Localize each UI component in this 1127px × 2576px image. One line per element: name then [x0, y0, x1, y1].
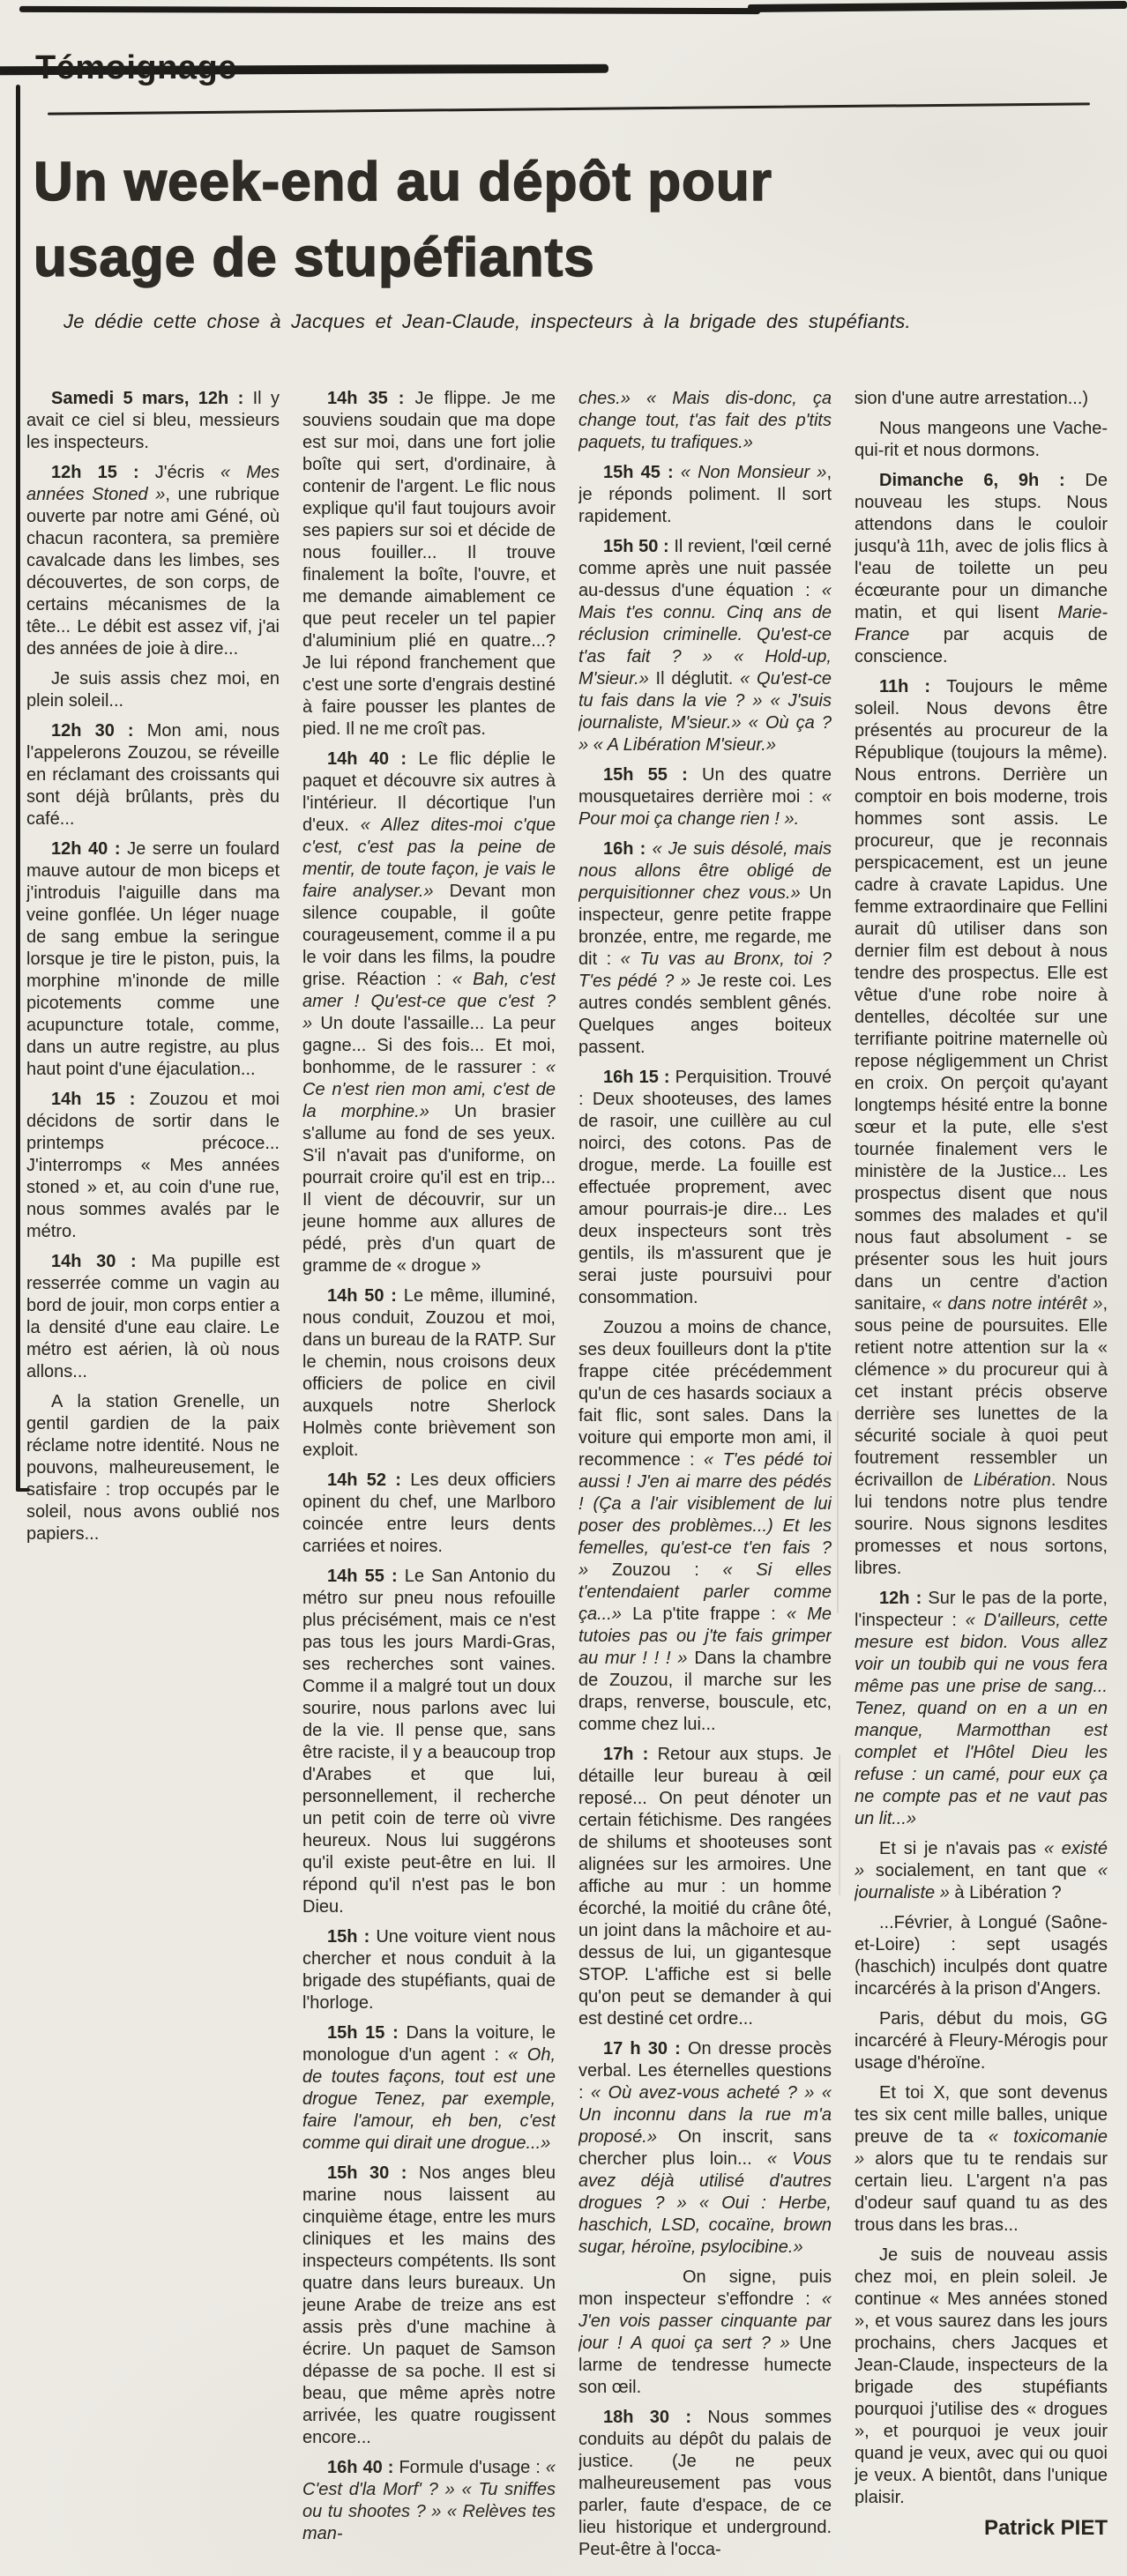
body-text: Nous mangeons une Vache-qui-rit et nous dormons. [855, 419, 1108, 460]
article-paragraph [578, 462, 832, 528]
timestamp-label: 15h 30 : [327, 2163, 407, 2183]
article-paragraph [302, 748, 556, 1277]
body-text: On inscrit, sans chercher plus loin... [578, 2127, 832, 2169]
article-paragraph [302, 388, 556, 741]
body-text: . Nous lui tendons notre plus tendre sourire. Nous signons lesdites promesses et nous sortons, libres. [855, 1470, 1108, 1578]
left-border-rule [16, 85, 20, 1492]
quote-text: ches.» « Mais dis-donc, ça change tout, t'as fait des p'tits paquets, tu trafiques.» [578, 389, 832, 452]
timestamp-label: Samedi 5 mars, 12h : [51, 389, 244, 408]
body-text: Formule d'usage : [393, 2458, 546, 2477]
timestamp-label: 12h 15 : [51, 463, 139, 482]
body-text: Je suis assis chez moi, en plein soleil... [26, 669, 280, 711]
article-paragraph [26, 462, 280, 660]
quote-text: « Allez dites-moi c'que c'est, c'est pas la peine de mentir, de toute façon, je vais le faire analyser.» [302, 815, 556, 901]
timestamp-label: 11h : [879, 677, 931, 696]
article-paragraph [578, 2407, 832, 2558]
quote-text: « Je suis désolé, mais nous allons être obligé de perquisitionner chez vous.» [578, 839, 832, 903]
article-column-2 [302, 388, 556, 2558]
quote-text: « Bah, c'est amer ! Qu'est-ce que c'est ? » [302, 970, 556, 1033]
article-paragraph [578, 1317, 832, 1736]
timestamp-label: 15h 50 : [603, 537, 669, 556]
article-paragraph [302, 1470, 556, 1558]
section-kicker: Témoignage [35, 49, 237, 86]
timestamp-label: 14h 15 : [51, 1090, 136, 1109]
body-text: A la station Grenelle, un gentil gardien de la paix réclame notre identité. Nous ne pouvons, malheureusement, le satisfaire : trop occupés par le soleil, nous avons oublié nos papiers... [26, 1392, 280, 1544]
body-text: Devant mon silence coupable, il goûte courageusement, comme il a pu le voir dans les films, la poudre grise. Réaction : [302, 882, 556, 989]
body-text: Perquisition. Trouvé : Deux shooteuses, des lames de rasoir, une cuillère au cul noirci, des cotons. Pas de drogue, merde. La fouille est effectuée proprement, avec amour pourrais-je dire... Les deux inspecteurs sont très gentils, ils m'assurent que je serai juste poursuivi pour consommation. [578, 1068, 832, 1307]
body-text: Il y avait ce ciel si bleu, messieurs les inspecteurs. [26, 389, 280, 452]
article-paragraph [578, 536, 832, 756]
article-paragraph [578, 1744, 832, 2030]
body-text: Le flic déplie le paquet et découvre six autres à l'intérieur. Il décortique l'un d'eux. [302, 749, 556, 835]
article-paragraph [855, 2082, 1108, 2237]
body-text: Il déglutit. [648, 669, 741, 689]
quote-text: « J'en vois passer cinquante par jour ! A quoi ça sert ? » [578, 2289, 832, 2353]
body-text: Le San Antonio du métro sur pneu nous refouille plus précisément, mais ce n'est pas tous les jours Mardi-Gras, ses recherches sont vaines. Comme il a malgré tout un doux sourire, nous parlons avec lui de la vie. Il pense que, sans être raciste, il y a beaucoup trop d'Arabes et que lui, personnellement, il recherche un petit coin de terre où vivre heureux. Nous lui suggérons qu'il existe peut-être en lui. Il répond qu'il n'est pas le bon Dieu. [302, 1567, 556, 1917]
article-paragraph [578, 2267, 832, 2399]
body-text: Le même, illuminé, nous conduit, Zouzou et moi, dans un bureau de la RATP. Sur le chemin, nous croisons deux officiers de police en civil auxquels notre Sherlock Holmès conte brièvement son exploit. [302, 1286, 556, 1460]
body-text: Un doute l'assaille... La peur gagne... Si des fois... Et moi, bonhomme, de le rassurer : [302, 1014, 556, 1077]
article-body [26, 388, 1108, 2558]
dedication-line: Je dédie cette chose à Jacques et Jean-Claude, inspecteurs à la brigade des stupéfiants. [63, 310, 911, 332]
body-text: sion d'une autre arrestation...) [855, 389, 1089, 408]
timestamp-label: 15h 55 : [603, 765, 688, 785]
body-text: Les deux officiers opinent du chef, une Marlboro coincée entre leurs dents carriées et noires. [302, 1470, 556, 1556]
article-paragraph [302, 2457, 556, 2545]
quote-text: Marie-France [855, 603, 1108, 644]
article-paragraph [855, 1912, 1108, 2000]
body-text: Nous sommes conduits au dépôt du palais de justice. (Je ne peux malheureusement pas vous parler, faute d'espace, de ce lieu historique et underground. Peut-être à l'occa- [578, 2408, 832, 2558]
quote-text: « Oh, de toutes façons, tout est une drogue Tenez, par exemple, faire l'amour, eh ben, c'est comme qui dirait une drogue...» [302, 2045, 556, 2153]
quote-text: « Non Monsieur » [680, 463, 827, 482]
body-text: ...Février, à Longué (Saône-et-Loire) : sept usagés (haschich) inculpés dont quatre incarcérés à la prison d'Angers. [855, 1913, 1108, 1999]
article-paragraph [26, 838, 280, 1081]
article-paragraph [26, 668, 280, 712]
scan-artifact [837, 1411, 839, 1613]
article-column-4 [855, 388, 1108, 2558]
quote-text: « Tu vas au Bronx, toi ? T'es pédé ? » [578, 949, 832, 991]
timestamp-label: 14h 35 : [327, 389, 405, 408]
timestamp-label: 17h : [603, 1745, 649, 1764]
body-text: Mon ami, nous l'appelerons Zouzou, se réveille en réclamant des croissants qui sont déjà brûlants, près du café... [26, 721, 280, 829]
article-paragraph [578, 1067, 832, 1309]
timestamp-label: Dimanche 6, 9h : [879, 471, 1065, 490]
body-text: Il revient, l'œil cerné comme après une nuit passée au-dessus d'une équation : [578, 537, 832, 600]
article-paragraph [26, 1089, 280, 1243]
body-text: Un des quatre mousquetaires derrière moi : [578, 765, 832, 807]
article-paragraph [302, 1926, 556, 2014]
body-text: , une rubrique ouverte par notre ami Géné, où chacun racontera, sa première cavalcade dans les limbes, ses découvertes, de son corps, de certains mécanismes de la tête... Le débit est assez vif, j'ai des années de joie à dire... [26, 485, 280, 659]
body-text: Dans la chambre de Zouzou, il marche sur les draps, renverse, bouscule, etc, comme chez lui... [578, 1649, 832, 1734]
quote-text: « Qu'est-ce tu fais dans la vie ? » « J'suis journaliste, M'sieur.» « Où ça ? » « A Libération M'sieur.» [578, 669, 832, 755]
body-text: par acquis de conscience. [855, 625, 1108, 666]
body-text: Je reste coi. Les autres condés semblent gênés. Quelques anges boiteux passent. [578, 972, 832, 1057]
headline-line-1: Un week-end au dépôt pour [34, 152, 772, 212]
body-text: Toujours le même soleil. Nous devons être présentés au procureur de la République (toujours la même). Nous entrons. Derrière un comptoir en bois moderne, trois hommes sont assis. Le procureur, que je reconnais perspicacement, est un jeune cadre à cravate Lapidus. Une femme extraordinaire que Fellini aurait dû utiliser dans son dernier film est debout à nous tendre des prospectus. Elle est vêtue d'une robe noire à dentelles, décoltée sur une terrifiante poitrine maternelle où repose négligemment un Christ en croix. On perçoit qu'ayant longtemps hésité entre la bonne sœur et la pute, elle s'est tournée finalement vers le ministère de la Justice... Les prospectus disent que nous sommes des malades et qu'il nous faut absolument - se présenter sous les huit jours dans un centre d'action sanitaire, [855, 677, 1108, 1314]
quote-text: « Si elles t'entendaient parler comme ça...» [578, 1560, 832, 1624]
body-text: Je serre un foulard mauve autour de mon biceps et j'introduis l'aiguille dans ma veine gonflée. Un léger nuage de sang embue la seringue lorsque je tire le piston, puis, la morphine m'inonde de mille picotements comme une acupuncture totale, comme, dans un autre registre, au plus haut point d'une éjaculation... [26, 839, 280, 1079]
body-text: J'écris [138, 463, 220, 482]
quote-text: « Mes années Stoned » [26, 463, 280, 504]
quote-text: « Pour moi ça change rien ! ». [578, 787, 832, 829]
quote-text: « toxicomanie » [855, 2127, 1108, 2169]
body-text: Zouzou et moi décidons de sortir dans le printemps précoce... J'interromps « Mes années stoned » et, au coin d'une rue, nous sommes avalés par le métro. [26, 1090, 280, 1241]
article-paragraph [302, 1566, 556, 1918]
body-text: à Libération ? [949, 1883, 1062, 1902]
article-paragraph [578, 388, 832, 454]
article-column-3 [578, 388, 832, 2558]
quote-text: Libération [973, 1470, 1051, 1490]
timestamp-label: 16h 40 : [327, 2458, 394, 2477]
top-rule-left [19, 6, 760, 14]
body-text: Une larme de tendresse humecte son œil. [578, 2334, 832, 2397]
body-text: Une voiture vient nous chercher et nous conduit à la brigade des stupéfiants, quai de l'horloge. [302, 1927, 556, 2013]
timestamp-label: 14h 55 : [327, 1567, 398, 1586]
body-text: Nos anges bleu marine nous laissent au cinquième étage, entre les murs cliniques et les mains des inspecteurs compétents. Ils sont quatre dans leurs bureaux. Un jeune Arabe de treize ans est assis près d'une machine à écrire. Un paquet de Samson dépasse de sa poche. Il est si beau, que même après notre arrivée, les quatre rougissent encore... [302, 2163, 556, 2447]
timestamp-label: 16h : [603, 839, 646, 859]
timestamp-label: 14h 50 : [327, 1286, 397, 1306]
timestamp-label: 15h : [327, 1927, 370, 1947]
body-text: Retour aux stups. Je détaille leur bureau à œil reposé... On peut dénoter un certain fétichisme. Des rangées de shilums et shooteuses sont alignées sur les armoires. Une affiche au mur : un homme écorché, la moitié du crâne ôté, un joint dans la mâchoire et au-dessus de lui, un gigantesque STOP. L'affiche est si belle qu'on peut se demander à qui est destiné cet ordre... [578, 1745, 832, 2029]
body-text: socialement, en tant que [864, 1861, 1098, 1880]
quote-text: « T'es pédé toi aussi ! J'en ai marre des pédés ! (Ça a l'air visiblement de lui poser des problèmes...) Et les femelles, qu'est-ce t'en fais ? » [578, 1450, 832, 1580]
body-text: Zouzou a moins de chance, ses deux fouilleurs dont la p'tite frappe citée précédemment qu'un de ces hasards sociaux a fait flic, sont sales. Dans la voiture qui emporte mon ami, il recommence : [578, 1318, 832, 1470]
article-paragraph [578, 838, 832, 1059]
body-text: Sur le pas de la porte, l'inspecteur : [855, 1589, 1108, 1630]
kicker-rule [48, 102, 1090, 115]
article-paragraph [855, 388, 1108, 410]
body-text: Un brasier s'allume au fond de ses yeux. S'il n'avait pas d'uniforme, on pourrait croire qu'il est en trip... Il vient de découvrir, sur un jeune homme aux allures de pédé, près d'un quart de gramme de « drogue » [302, 1102, 556, 1276]
article-paragraph [302, 2163, 556, 2449]
article-paragraph [855, 1838, 1108, 1904]
quote-text: « C'est d'la Morf' ? » « Tu sniffes ou tu shootes ? » « Relèves tes man- [302, 2458, 556, 2543]
body-text: De nouveau les stups. Nous attendons dans le couloir jusqu'à 11h, avec de jolis flics à l'eau de toilette un peu écœurante pour un dimanche matin, et qui lisent [855, 471, 1108, 622]
timestamp-label: 12h 30 : [51, 721, 134, 741]
byline [855, 2517, 1108, 2539]
body-text: On signe, puis mon inspecteur s'effondre : [578, 2267, 832, 2309]
quote-text: « D'ailleurs, cette mesure est bidon. Vous allez voir un toubib qui ne vous fera même pas une prise de sang... Tenez, quand on en a un en manque, Marmotthan est complet et l'Hôtel Dieu les refuse : un camé, pour eux ça ne compte pas et ne vaut pas un lit...» [855, 1611, 1108, 1828]
body-text: alors que tu te rendais sur certain lieu. L'argent n'a pas d'odeur sauf quand tu as des trous dans les bras... [855, 2149, 1108, 2235]
quote-text: « Ce n'est rien mon ami, c'est de la morphine.» [302, 1058, 556, 1121]
article-paragraph [855, 1588, 1108, 1830]
timestamp-label: 15h 45 : [603, 463, 674, 482]
body-text: Et si je n'avais pas [879, 1839, 1044, 1858]
timestamp-label: 15h 15 : [327, 2023, 399, 2043]
body-text: On dresse procès verbal. Les éternelles questions : [578, 2039, 832, 2103]
body-text: Zouzou : [588, 1560, 723, 1580]
body-text [646, 839, 652, 859]
article-paragraph [26, 1391, 280, 1545]
article-paragraph [855, 470, 1108, 668]
article-paragraph [26, 1251, 280, 1383]
article-paragraph [855, 676, 1108, 1580]
timestamp-label: 17 h 30 : [603, 2039, 681, 2059]
timestamp-label: Patrick PIET [983, 2516, 1108, 2540]
article-column-1 [26, 388, 280, 2558]
quote-text: « Me tutoies pas ou j'te fais grimper au mur ! ! ! » [578, 1604, 832, 1668]
timestamp-label: 12h 40 : [51, 839, 121, 859]
article-paragraph [578, 2038, 832, 2259]
quote-text: « Vous avez déjà utilisé d'autres drogues ? » « Oui : Herbe, haschich, LSD, cocaïne, brown sugar, héroïne, psylocibine.» [578, 2149, 832, 2257]
body-text: Ma pupille est resserrée comme un vagin au bord de jouir, mon corps entier a la densité d'une eau claire. Le métro est aérien, là où nous allons... [26, 1252, 280, 1381]
article-paragraph [302, 2022, 556, 2155]
scan-artifact [839, 1754, 840, 1895]
headline-line-2: usage de stupéfiants [34, 227, 595, 288]
body-text: Et toi X, que sont devenus tes six cent mille balles, unique preuve de ta [855, 2083, 1108, 2147]
quote-text: « Où avez-vous acheté ? » « Un inconnu dans la rue m'a proposé.» [578, 2083, 832, 2147]
article-paragraph [855, 418, 1108, 462]
article-paragraph [26, 388, 280, 454]
body-text [674, 463, 681, 482]
quote-text: « Mais t'es connu. Cinq ans de réclusion criminelle. Qu'est-ce t'as fait ? » « Hold-up, M'sieur.» [578, 581, 832, 689]
body-text: La p'tite frappe : [621, 1604, 787, 1624]
article-paragraph [302, 1285, 556, 1462]
body-text: Un inspecteur, genre petite frappe bronzée, entre, me regarde, me dit : [578, 883, 832, 969]
quote-text: « existé » [855, 1839, 1108, 1880]
body-text: Dans la voiture, le monologue d'un agent : [302, 2023, 556, 2065]
quote-text: « dans notre intérêt » [931, 1294, 1103, 1314]
body-text: Je flippe. Je me souviens soudain que ma dope est sur moi, dans une fort jolie boîte qui sert, d'ordinaire, à contenir de l'argent. Le flic nous explique qu'il faut toujours avoir ses papiers sur soi et décide de nous fouiller... Il trouve finalement la boîte, l'ouvre, et me demande aimablement ce que peut receler un tel papier d'aluminium plié en quatre...? Je lui répond franchement que c'est une sorte d'engrais destiné à faire pousser les plantes de pied. Il ne me croît pas. [302, 389, 556, 739]
top-rule-right [748, 1, 1127, 12]
timestamp-label: 14h 30 : [51, 1252, 137, 1271]
timestamp-label: 16h 15 : [603, 1068, 670, 1087]
body-text: Paris, début du mois, GG incarcéré à Fleury-Mérogis pour usage d'héroïne. [855, 2009, 1108, 2073]
body-text: , je réponds poliment. Il sort rapidement. [578, 463, 832, 526]
timestamp-label: 12h : [879, 1589, 922, 1608]
article-paragraph [855, 2008, 1108, 2074]
article-paragraph [578, 764, 832, 830]
timestamp-label: 18h 30 : [603, 2408, 692, 2427]
article-paragraph [26, 720, 280, 830]
quote-text: « journaliste » [855, 1861, 1108, 1902]
body-text: Je suis de nouveau assis chez moi, en plein soleil. Je continue « Mes années stoned », et vous saurez dans les jours prochains, chers Jacques et Jean-Claude, inspecteurs de la brigade des stupéfiants pourquoi j'utilise des « drogues », et pourquoi je veux jouir quand je veux, avec qui ou quoi je veux. A bientôt, dans l'unique plaisir. [855, 2245, 1108, 2507]
timestamp-label: 14h 40 : [327, 749, 407, 769]
body-text: , sous peine de poursuites. Elle retient notre attention sur la « clémence » du procureur qui à cet instant précis observe derrière ses lunettes de la sécurité sociale à quoi peut foutrement ressembler un écrivaillon de [855, 1294, 1108, 1490]
timestamp-label: 14h 52 : [327, 1470, 401, 1490]
article-paragraph [855, 2245, 1108, 2509]
